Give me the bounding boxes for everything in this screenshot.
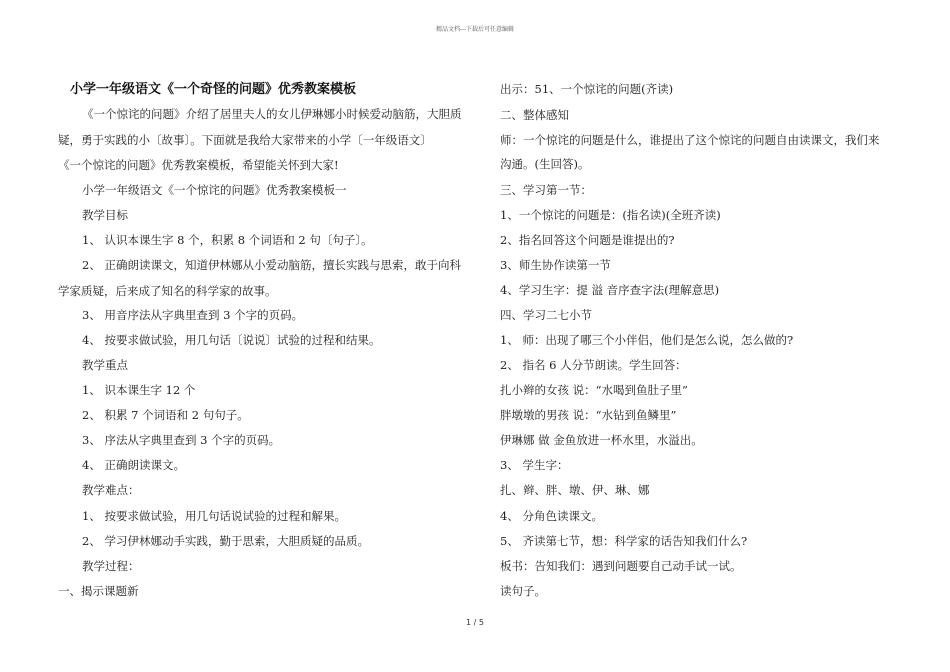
document-title: 小学一年级语文《一个奇怪的问题》优秀教案模板 xyxy=(70,82,357,97)
right-text-line: 伊琳娜 做 金鱼放进一杯水里，水溢出。 xyxy=(500,433,703,447)
left-text-line: 1、 按要求做试验，用几句话说试验的过程和解果。 xyxy=(82,509,346,523)
right-text-line: 沟通。(生回答)。 xyxy=(500,157,590,171)
right-text-line: 二、整体感知 xyxy=(500,108,569,122)
right-text-line: 出示：51、一个惊诧的问题(齐读) xyxy=(500,82,674,96)
right-text-line: 扎、辫、胖、墩、伊、琳、娜 xyxy=(500,483,650,497)
right-text-line: 胖墩墩的男孩 说：“水钻到鱼鳞里” xyxy=(500,408,677,422)
left-text-line: 疑，勇于实践的小〔故事〕。下面就是我给大家带来的小学〔一年级语文〕 xyxy=(58,133,432,147)
left-text-line: 4、 按要求做试验，用几句话〔说说〕试验的过程和结果。 xyxy=(82,333,381,347)
page-number: 1 / 5 xyxy=(466,618,484,627)
left-text-line: 教学目标 xyxy=(82,208,128,222)
left-text-line: 2、 正确朗读课文，知道伊林娜从小爱动脑筋，擅长实践与思索，敢于向科 xyxy=(82,258,461,272)
right-text-line: 四、学习二七小节 xyxy=(500,308,592,322)
right-text-line: 3、师生协作读第一节 xyxy=(500,258,611,272)
right-text-line: 1、一个惊诧的问题是：(指名读)(全班齐读) xyxy=(500,208,721,222)
right-text-line: 3、 学生字： xyxy=(500,458,569,472)
left-text-line: 2、 积累 7 个词语和 2 句句子。 xyxy=(82,408,249,422)
left-text-line: 《一个惊诧的问题》介绍了居里夫人的女儿伊琳娜小时候爱动脑筋，大胆质 xyxy=(82,107,462,121)
right-text-line: 5、 齐读第七节，想：科学家的话告知我们什么? xyxy=(500,534,748,548)
right-text-line: 1、 师：出现了哪三个小伴侣，他们是怎么说，怎么做的? xyxy=(500,333,794,347)
right-text-line: 2、指名回答这个问题是谁提出的? xyxy=(500,233,675,247)
right-text-line: 读句子。 xyxy=(500,584,546,598)
left-text-line: 3、 序法从字典里查到 3 个字的页码。 xyxy=(82,433,281,447)
right-text-line: 师：一个惊诧的问题是什么，谁提出了这个惊诧的问题自由读课文，我们来 xyxy=(500,133,880,147)
left-text-line: 4、 正确朗读课文。 xyxy=(82,458,185,472)
left-text-line: 教学难点： xyxy=(82,483,140,497)
left-text-line: 1、 识本课生字 12 个 xyxy=(82,383,196,397)
left-text-line: 学家质疑，后来成了知名的科学家的故事。 xyxy=(58,284,277,298)
right-text-line: 4、 分角色读课文。 xyxy=(500,509,603,523)
left-text-line: 3、 用音序法从字典里查到 3 个字的页码。 xyxy=(82,308,304,322)
left-text-line: 小学一年级语文《一个惊诧的问题》优秀教案模板一 xyxy=(82,183,347,197)
page-header: 精品文档---下载后可任意编辑 xyxy=(435,26,515,33)
left-text-line: 2、 学习伊林娜动手实践，勤于思索，大胆质疑的品质。 xyxy=(82,534,369,548)
right-text-line: 板书：告知我们：遇到问题要自己动手试一试。 xyxy=(500,559,742,573)
left-text-line: 一、揭示课题新 xyxy=(58,584,139,598)
left-text-line: 教学重点 xyxy=(82,358,128,372)
left-text-line: 《一个惊诧的问题》优秀教案模板，希望能关怀到大家! xyxy=(58,158,339,172)
right-text-line: 4、学习生字：提 溢 音序查字法(理解意思) xyxy=(500,283,720,297)
right-text-line: 三、学习第一节： xyxy=(500,183,592,197)
left-text-line: 1、 认识本课生字 8 个，积累 8 个词语和 2 句〔句子〕。 xyxy=(82,233,373,247)
right-text-line: 2、 指名 6 人分节朗读。学生回答： xyxy=(500,358,687,372)
right-text-line: 扎小辫的女孩 说：“水喝到鱼肚子里” xyxy=(500,383,688,397)
left-text-line: 教学过程： xyxy=(82,559,140,573)
